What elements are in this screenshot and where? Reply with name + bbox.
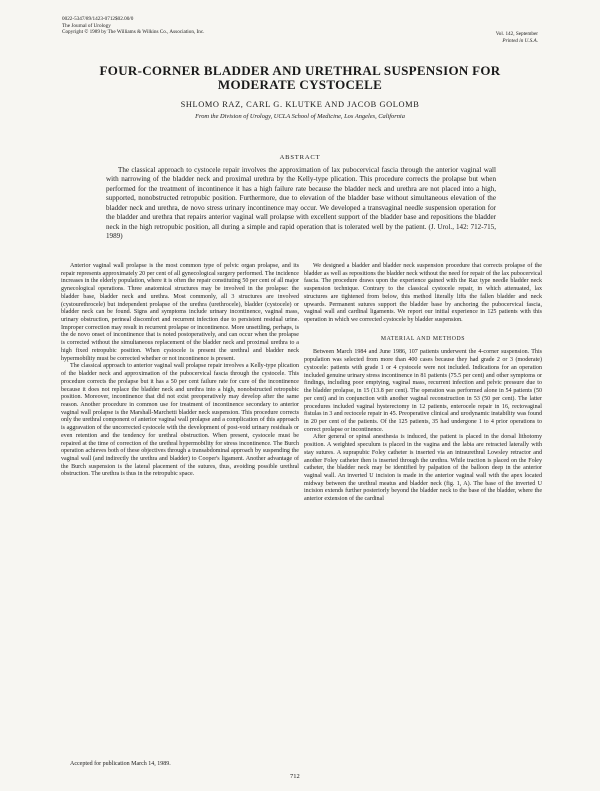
journal-header-right (496, 31, 538, 44)
journal-printed: Printed in U.S.A. (502, 37, 538, 44)
body-column-right (304, 263, 542, 504)
intro-paragraph-1: Anterior vaginal wall prolapse is the most common type of pelvic organ prolapse, and its repair represents approximately 20 per cent of all gynecological surgery performed. The incidence increases in the elderly population, where it is often the repair constituting 50 per cent of all major gynecological operations. Three anatomical structures may be involved in the prolapse: the bladder base, bladder neck and urethra. Most commonly, all 3 structures are involved (cystourethrocele) but independent prolapse of the urethra (urethrocele), bladder (cystocele) or bladder neck can be found. Signs and symptoms include urinary incontinence, vaginal mass, urinary obstruction, perineal discomfort and recurrent infection due to persistent residual urine. Improper correction may result in recurrent prolapse or incontinence. More unsettling, perhaps, is the de novo onset of incontinence that is noted postoperatively, and can occur when the prolapse is corrected without the simultaneous replacement of the bladder neck and proximal urethra to a high fixed retropubic position. When cystocele is present the urethral and bladder neck hypermobility must be corrected whether or not incontinence is present. (61, 263, 299, 362)
article-title: FOUR-CORNER BLADDER AND URETHRAL SUSPENSION FOR MODERATE CYSTOCELE (99, 63, 501, 92)
accepted-note: Accepted for publication March 14, 1989. (70, 761, 171, 767)
journal-header-left (62, 16, 322, 36)
intro-paragraph-3: We designed a bladder and bladder neck suspension procedure that corrects prolapse of the bladder as well as repositions the bladder neck without the need for repair of the lax pubocervical fascia. The procedure draws upon the experience gained with the Raz type needle bladder neck suspension technique. Contrary to the classical cystocele repair, in which attenuated, lax structures are tightened from below, this method literally lifts the fallen bladder and neck upwards. Permanent sutures support the bladder base by anchoring the pubocervical fascia, vaginal wall and cardinal ligaments. We report our initial experience in 125 patients with this operation in which we corrected cystocele by bladder suspension. (304, 263, 542, 324)
methods-paragraph-2: After general or spinal anesthesia is induced, the patient is placed in the dorsal lithotomy position. A weighted speculum is placed in the vagina and the labia are retracted laterally with stay sutures. A suprapubic Foley catheter is inserted via an intraurethral Lowsley retractor and another Foley catheter then is inserted through the urethra. While traction is placed on the Foley catheter, the bladder neck may be identified by palpation of the balloon deep in the anterior vaginal wall. An inverted U incision is made in the anterior vaginal wall with the apex located midway between the urethral meatus and bladder neck (fig. 1, A). The base of the inverted U incision extends further posteriorly beyond the bladder neck to the base of the bladder, where the anterior extension of the cardinal (304, 434, 542, 503)
body-column-left (61, 263, 299, 479)
article-authors: SHLOMO RAZ, CARL G. KLUTKE AND JACOB GOLOMB (180, 100, 420, 109)
article-affiliation: From the Division of Urology, UCLA School of Medicine, Los Angeles, California (195, 113, 405, 120)
journal-copyright: Copyright © 1989 by The Williams & Wilkins Co., Association, Inc. (62, 29, 205, 36)
page-number: 712 (290, 773, 300, 780)
journal-name: The Journal of Urology (62, 22, 111, 29)
abstract-heading: ABSTRACT (279, 154, 321, 161)
journal-issn: 0022-5347/89/1423-0712$02.00/0 (62, 16, 134, 22)
abstract-text: The classical approach to cystocele repair involves the approximation of lax pubocervical fascia through the anterior vaginal wall with narrowing of the bladder neck and proximal urethra by the Kelly-type plication. This procedure corrects the prolapse but when performed for the treatment of incontinence it has a high failure rate because the bladder neck and urethra are not placed into a high, supported, nonobstructed retropubic position. Furthermore, due to elevation of the bladder base without simultaneous elevation of the bladder neck and urethra, de novo stress urinary incontinence may occur. We developed a transvaginal needle suspension operation for the bladder and urethra that repairs anterior vaginal wall prolapse with excellent support of the bladder base and repositions the bladder neck in the high retropubic position, all during a simple and rapid operation that is tolerated well by the patient. (J. Urol., 142: 712-715, 1989) (106, 166, 496, 241)
intro-paragraph-2: The classical approach to anterior vaginal wall prolapse repair involves a Kelly-type plication of the bladder neck and approximation of the pubocervical fascia through the cystocele. This procedure corrects the prolapse but it has a 50 per cent failure rate for cure of the incontinence because it does not replace the bladder neck and urethra into a high, nonobstructed retropubic position. Moreover, incontinence that did not exist preoperatively may develop after the same reason. Another procedure in common use for treatment of incontinence secondary to anterior vaginal wall prolapse is the Marshall-Marchetti bladder neck suspension. This procedure corrects only the urethral component of anterior vaginal wall prolapse and a complication of this approach is aggravation of the uncorrected cystocele with the development of post-void urinary residuals or even retention and the tendency for urethral obstruction. When present, cystocele must be repaired at the time of correction of the urethral hypermobility for stress incontinence. The Burch operation achieves both of these objectives through a transabdominal approach by suspending the vaginal wall (and indirectly the urethra and bladder) to Cooper's ligament. Another advantage of the Burch suspension is the lateral placement of the sutures, thus, avoiding possible urethral obstruction. The urethra is thus in the retropubic space. (61, 363, 299, 478)
methods-heading: MATERIAL AND METHODS (380, 335, 466, 342)
journal-volume: Vol. 142, September (495, 31, 538, 37)
methods-paragraph-1: Between March 1984 and June 1986, 107 patients underwent the 4-corner suspension. This population was selected from more than 400 cases because they had grade 2 or 3 (moderate) cystocele: patients with grade 1 or 4 cystocele were not included. Indications for an operation included genuine urinary stress incontinence in 81 patients (75.5 per cent) and other symptoms or findings, including poor emptying, vaginal mass, recurrent infection and pelvic pressure due to the bladder prolapse, in 15 (13.8 per cent). The operation was performed alone in 54 patients (50 per cent) and in conjunction with another vaginal reconstruction in 53 (50 per cent). The latter procedures included vaginal hysterectomy in 12 patients, enterocele repair in 16, rectovaginal fistulas in 3 and rectocele repair in 45. Preoperative clinical and urodynamic instability was found in 20 per cent of the patients. Of the 125 patients, 35 had undergone 1 to 4 prior operations to correct prolapse or incontinence. (304, 349, 542, 433)
